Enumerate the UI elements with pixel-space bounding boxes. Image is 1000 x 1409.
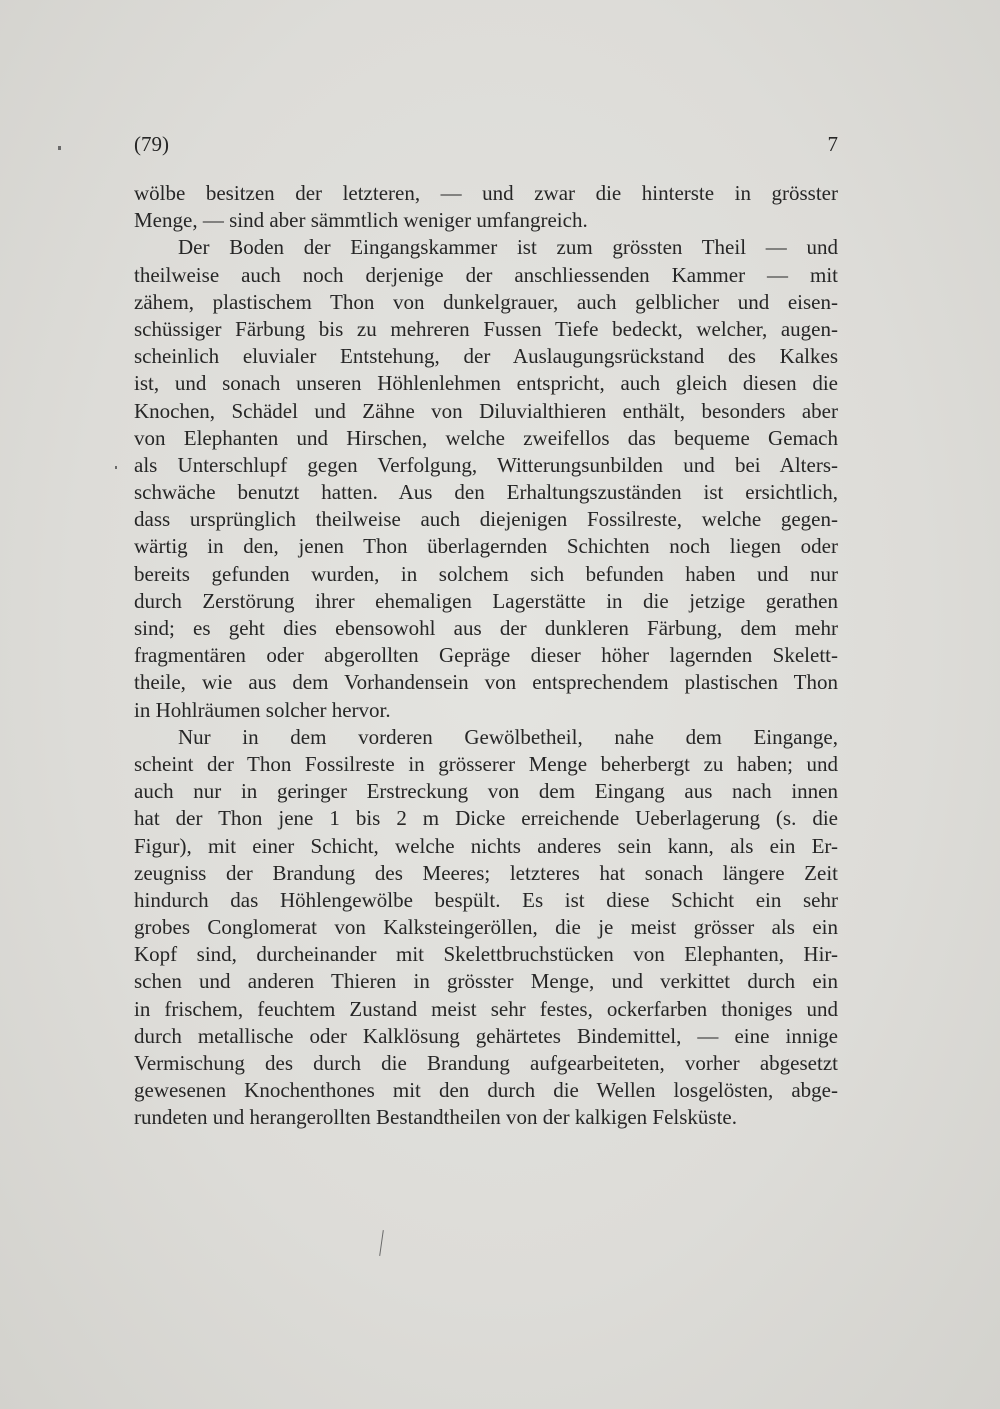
page-reference: (79): [134, 132, 169, 156]
text-line: theilweise auch noch derjenige der anschliessenden Kammer — mit: [134, 262, 838, 287]
text-line: hat der Thon jene 1 bis 2 m Dicke erreichende Ueberlagerung (s. die: [134, 806, 838, 831]
scan-mark: [115, 466, 117, 469]
text-line: Figur), mit einer Schicht, welche nichts anderes sein kann, als ein Er-: [134, 833, 838, 858]
text-line: schen und anderen Thieren in grösster Menge, und verkittet durch ein: [134, 969, 838, 994]
text-line: wölbe besitzen der letzteren, — und zwar die hinterste in grösster: [134, 181, 838, 205]
text-line: schüssiger Färbung bis zu mehreren Fussen Tiefe bedeckt, welcher, augen-: [134, 316, 838, 341]
text-line: dass ursprünglich theilweise auch diejenigen Fossilreste, welche gegen-: [134, 507, 838, 532]
text-line: auch nur in geringer Erstreckung von dem Eingang aus nach innen: [134, 779, 838, 804]
text-line: wärtig in den, jenen Thon überlagernden Schichten noch liegen oder: [134, 534, 838, 559]
scan-mark: [379, 1230, 384, 1256]
text-line: Der Boden der Eingangskammer ist zum grössten Theil — und: [178, 235, 838, 260]
text-line: sind; es geht dies ebensowohl aus der dunkleren Färbung, dem mehr: [134, 616, 838, 640]
text-line: gewesenen Knochenthones mit den durch die Wellen losgelösten, abge-: [134, 1078, 838, 1103]
text-line: von Elephanten und Hirschen, welche zweifellos das bequeme Gemach: [134, 425, 838, 450]
text-line: bereits gefunden wurden, in solchem sich befunden haben und nur: [134, 561, 838, 586]
text-line: Vermischung des durch die Brandung aufgearbeiteten, vorher abgesetzt: [134, 1051, 838, 1075]
text-line: Kopf sind, durcheinander mit Skelettbruchstücken von Elephanten, Hir-: [134, 942, 838, 967]
text-line: grobes Conglomerat von Kalksteingeröllen, die je meist grösser als ein: [134, 915, 838, 940]
text-line: hindurch das Höhlengewölbe bespült. Es ist diese Schicht ein sehr: [134, 887, 838, 912]
text-line: scheinlich eluvialer Entstehung, der Auslaugungsrückstand des Kalkes: [134, 344, 838, 369]
text-line: Nur in dem vorderen Gewölbetheil, nahe dem Eingange,: [178, 724, 838, 749]
text-line: ist, und sonach unseren Höhlenlehmen entspricht, auch gleich diesen die: [134, 371, 838, 396]
text-line: Knochen, Schädel und Zähne von Diluvialthieren enthält, besonders aber: [134, 398, 838, 423]
text-line: zeugniss der Brandung des Meeres; letzteres hat sonach längere Zeit: [134, 860, 838, 885]
body-text: [134, 180, 838, 1132]
page-number: 7: [827, 132, 838, 156]
text-line: theile, wie aus dem Vorhandensein von entsprechendem plastischen Thon: [134, 670, 838, 695]
text-line: in frischem, feuchtem Zustand meist sehr festes, ockerfarben thoniges und: [134, 996, 838, 1021]
text-line: zähem, plastischem Thon von dunkelgrauer, auch gelblicher und eisen-: [134, 289, 838, 314]
text-line: schwäche benutzt hatten. Aus den Erhaltungszuständen ist ersichtlich,: [134, 480, 838, 505]
page-header: [134, 132, 838, 162]
text-line: als Unterschlupf gegen Verfolgung, Witterungsunbilden und bei Alters-: [134, 452, 838, 477]
text-line: durch Zerstörung ihrer ehemaligen Lagerstätte in die jetzige gerathen: [134, 588, 838, 613]
text-line: fragmentären oder abgerollten Gepräge dieser höher lagernden Skelett-: [134, 643, 838, 668]
text-line: scheint der Thon Fossilreste in grösserer Menge beherbergt zu haben; und: [134, 751, 838, 776]
scan-mark: [58, 146, 61, 150]
text-line: Menge, — sind aber sämmtlich weniger umfangreich.: [134, 208, 588, 233]
text-line: durch metallische oder Kalklösung gehärtetes Bindemittel, — eine innige: [134, 1023, 838, 1048]
text-line: in Hohlräumen solcher hervor.: [134, 697, 391, 722]
text-line: rundeten und herangerollten Bestandtheilen von der kalkigen Felsküste.: [134, 1105, 738, 1130]
